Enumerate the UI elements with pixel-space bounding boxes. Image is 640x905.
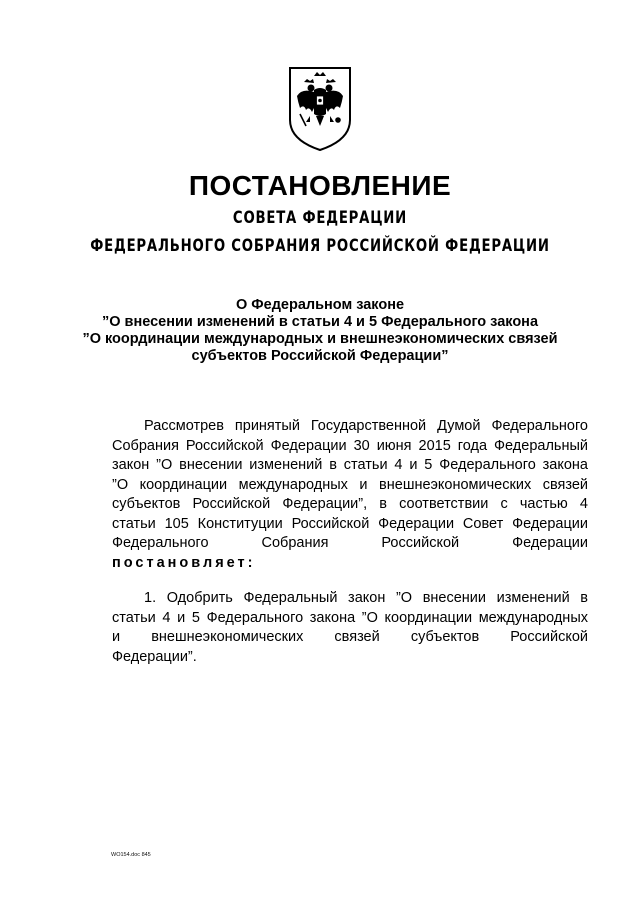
paragraph-line: Федерального Собрания Российской Федерации [112, 535, 588, 551]
coat-of-arms-icon [284, 62, 356, 152]
issuer-line-1: СОВЕТА ФЕДЕРАЦИИ [232, 208, 408, 228]
paragraph-line: статьи 105 Конституции Российской Федерации Совет Федерации [112, 515, 588, 532]
paragraph-line: 1. Одобрить Федеральный закон ”О внесении изменений в [144, 590, 588, 606]
document-code: WO154.doc 845 [111, 852, 151, 858]
paragraph-line: ”О координации международных и внешнеэкономических связей [112, 476, 588, 493]
subject-line: субъектов Российской Федерации” [191, 348, 449, 364]
paragraph-line: Собрания Российской Федерации 30 июня 2015 года Федеральный [112, 437, 588, 454]
decision-paragraph [112, 589, 588, 667]
document-subject [0, 297, 640, 365]
paragraph-line: Федерации”. [112, 648, 197, 665]
paragraph-line: и внешнеэкономических связей субъектов Российской [112, 629, 588, 645]
paragraph-line: субъектов Российской Федерации”, в соответствии с частью 4 [112, 496, 588, 512]
paragraph-line: статьи 4 и 5 Федерального закона ”О координации международных [112, 609, 588, 626]
decree-word: постановляет: [112, 554, 256, 571]
subject-line: ”О внесении изменений в статьи 4 и 5 Федерального закона [101, 314, 539, 330]
paragraph-line: закон ”О внесении изменений в статьи 4 и 5 Федерального закона [112, 457, 588, 473]
document-title: ПОСТАНОВЛЕНИЕ [188, 170, 452, 201]
subject-line: ”О координации международных и внешнеэкономических связей [82, 331, 558, 347]
subject-line: О Федеральном законе [235, 297, 405, 313]
issuer-line-2: ФЕДЕРАЛЬНОГО СОБРАНИЯ РОССИЙСКОЙ ФЕДЕРАЦИИ [90, 236, 550, 256]
paragraph-line: Рассмотрев принятый Государственной Думой Федерального [144, 418, 588, 434]
preamble-paragraph [112, 417, 588, 573]
